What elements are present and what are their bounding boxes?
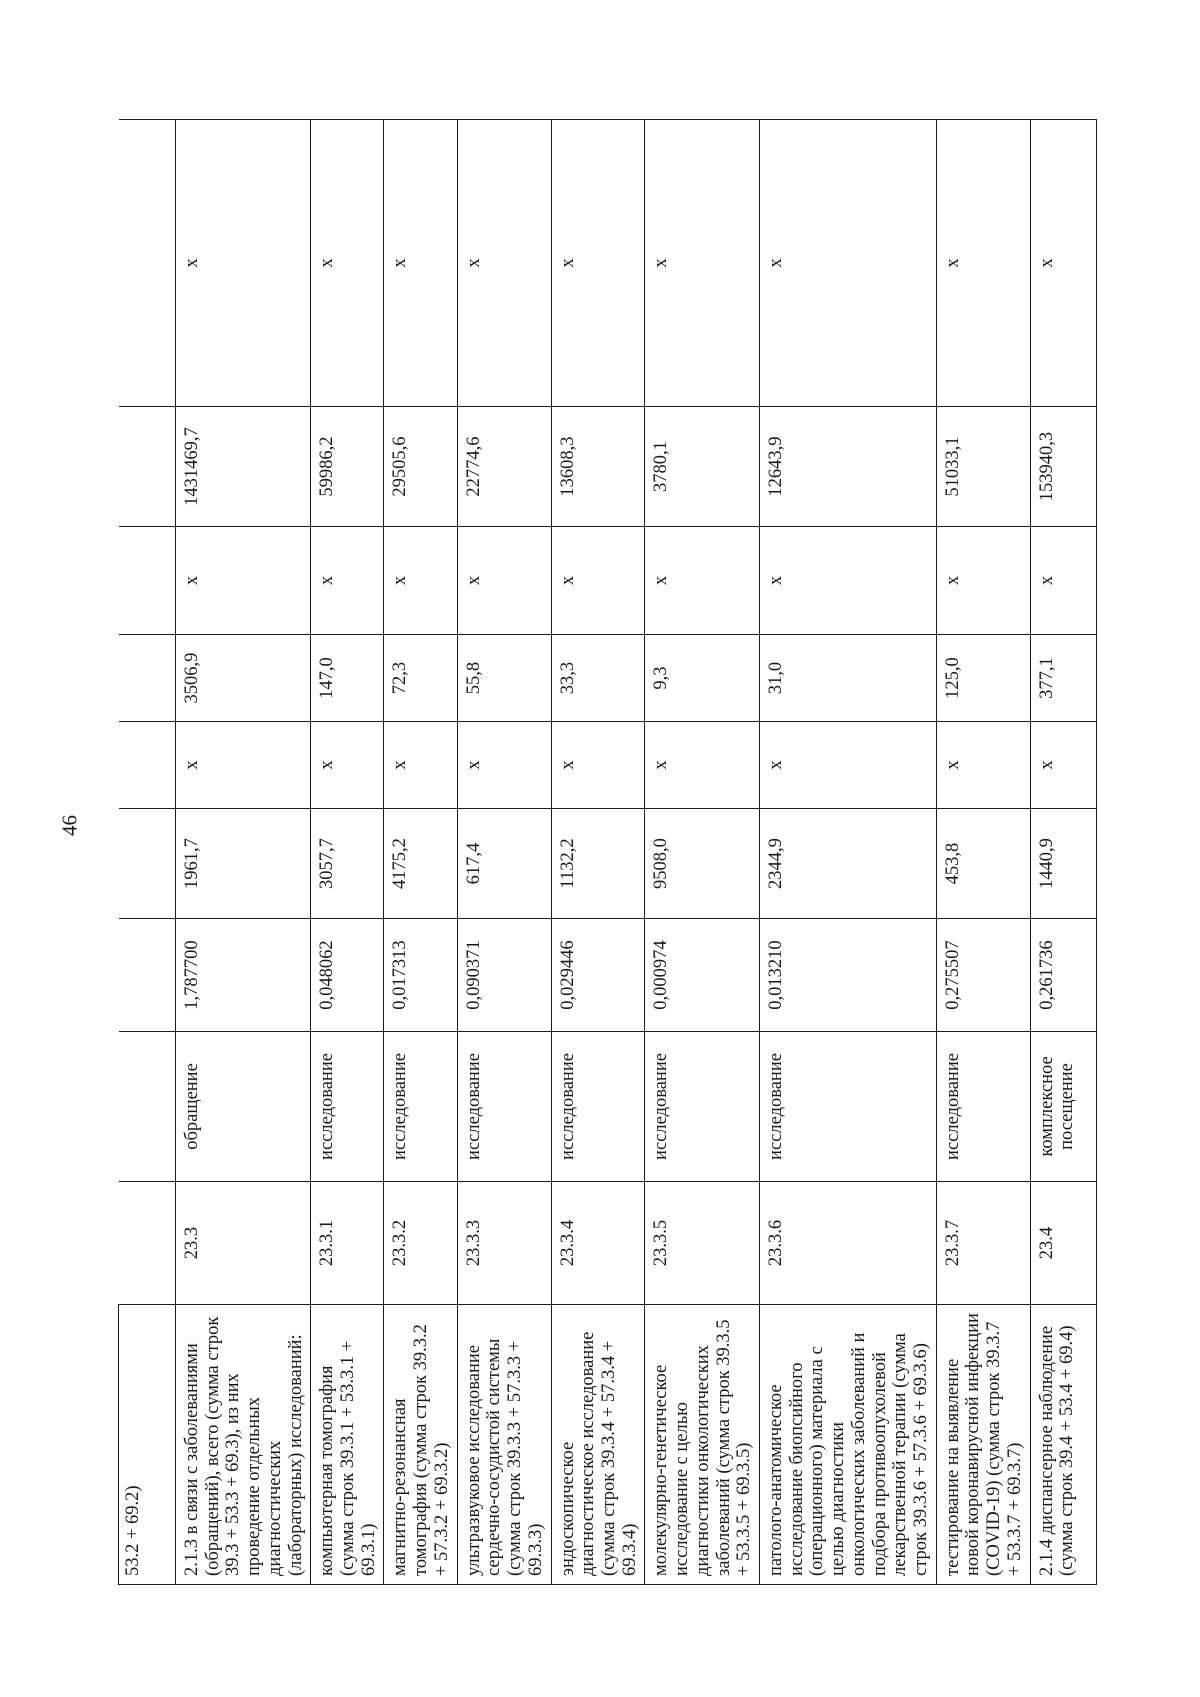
cell-empty bbox=[119, 527, 176, 635]
cell-name: 2.1.3 в связи с заболеваниями (обращений), всего (сумма строк 39.3 + 53.3 + 69.3), из них проведение отдельных диагностических (лабораторных) исследований: bbox=[176, 1305, 311, 1585]
cell-x: х bbox=[936, 120, 1030, 407]
cell-name: 2.1.4 диспансерное наблюдение (сумма строк 39.4 + 53.4 + 69.4) bbox=[1030, 1305, 1096, 1585]
cell-x: х bbox=[551, 527, 645, 635]
table-row bbox=[551, 120, 645, 1585]
cell-x: х bbox=[551, 120, 645, 407]
cell-x: х bbox=[311, 120, 384, 407]
cell-cost: 1132,2 bbox=[551, 809, 645, 919]
cell-x: х bbox=[311, 527, 384, 635]
cell-cost: 3057,7 bbox=[311, 809, 384, 919]
cell-x: х bbox=[645, 527, 760, 635]
cell-norm: 0,000974 bbox=[645, 919, 760, 1032]
cell-name: ультразвуковое исследование сердечно-сосудистой системы (сумма строк 39.3.3 + 57.3.3 + 69.3.3) bbox=[457, 1305, 551, 1585]
cell-value: 29505,6 bbox=[384, 407, 457, 527]
table-row bbox=[645, 120, 760, 1585]
cell-value: 51033,1 bbox=[936, 407, 1030, 527]
table-row bbox=[311, 120, 384, 1585]
cell-x: х bbox=[936, 527, 1030, 635]
cell-code: 23.3.5 bbox=[645, 1182, 760, 1305]
table-row bbox=[1030, 120, 1096, 1585]
cell-norm: 0,017313 bbox=[384, 919, 457, 1032]
cell-unit: исследование bbox=[311, 1032, 384, 1182]
table-row bbox=[176, 120, 311, 1585]
cell-x: х bbox=[176, 722, 311, 809]
cell-value: 13608,3 bbox=[551, 407, 645, 527]
cell-cost: 4175,2 bbox=[384, 809, 457, 919]
cell-norm: 0,275507 bbox=[936, 919, 1030, 1032]
cell-unit: исследование bbox=[759, 1032, 936, 1182]
cell-empty bbox=[119, 809, 176, 919]
cell-value: 33,3 bbox=[551, 635, 645, 722]
data-table bbox=[118, 119, 1097, 1585]
cell-name: компьютерная томография (сумма строк 39.3.1 + 53.3.1 + 69.3.1) bbox=[311, 1305, 384, 1585]
cell-unit: обращение bbox=[176, 1032, 311, 1182]
cell-x: х bbox=[176, 527, 311, 635]
cell-code: 23.3.3 bbox=[457, 1182, 551, 1305]
cell-value: 59986,2 bbox=[311, 407, 384, 527]
cell-x: х bbox=[645, 722, 760, 809]
cell-cost: 2344,9 bbox=[759, 809, 936, 919]
cell-x: х bbox=[759, 120, 936, 407]
cell-unit: исследование bbox=[936, 1032, 1030, 1182]
cell-value: 31,0 bbox=[759, 635, 936, 722]
cell-empty bbox=[119, 1032, 176, 1182]
table-row bbox=[457, 120, 551, 1585]
cell-norm: 0,013210 bbox=[759, 919, 936, 1032]
cell-value: 72,3 bbox=[384, 635, 457, 722]
cell-name: магнитно-резонансная томография (сумма строк 39.3.2 + 57.3.2 + 69.3.2) bbox=[384, 1305, 457, 1585]
cell-code: 23.4 bbox=[1030, 1182, 1096, 1305]
cell-x: х bbox=[384, 120, 457, 407]
cell-value: 3506,9 bbox=[176, 635, 311, 722]
cell-value: 147,0 bbox=[311, 635, 384, 722]
cell-x: х bbox=[1030, 120, 1096, 407]
cell-x: х bbox=[457, 527, 551, 635]
table-row bbox=[759, 120, 936, 1585]
cell-unit: исследование bbox=[551, 1032, 645, 1182]
cell-name: тестирование на выявление новой коронавирусной инфекции (COVID-19) (сумма строк 39.3.7 + 53.3.7 + 69.3.7) bbox=[936, 1305, 1030, 1585]
cell-empty bbox=[119, 919, 176, 1032]
cell-x: х bbox=[1030, 722, 1096, 809]
table-row bbox=[384, 120, 457, 1585]
cell-x: х bbox=[551, 722, 645, 809]
cell-x: х bbox=[457, 120, 551, 407]
cell-norm: 0,048062 bbox=[311, 919, 384, 1032]
cell-code: 23.3.7 bbox=[936, 1182, 1030, 1305]
cell-empty bbox=[119, 120, 176, 407]
cell-x: х bbox=[759, 527, 936, 635]
cell-name: эндоскопическое диагностическое исследование (сумма строк 39.3.4 + 57.3.4 + 69.3.4) bbox=[551, 1305, 645, 1585]
cell-code: 23.3.2 bbox=[384, 1182, 457, 1305]
cell-unit: исследование bbox=[645, 1032, 760, 1182]
cell-code: 23.3.1 bbox=[311, 1182, 384, 1305]
cell-x: х bbox=[645, 120, 760, 407]
cell-value: 12643,9 bbox=[759, 407, 936, 527]
cell-code: 23.3 bbox=[176, 1182, 311, 1305]
cell-norm: 0,090371 bbox=[457, 919, 551, 1032]
cell-x: х bbox=[1030, 527, 1096, 635]
cell-unit: исследование bbox=[384, 1032, 457, 1182]
rotated-table-container bbox=[118, 120, 1078, 1585]
cell-norm: 0,029446 bbox=[551, 919, 645, 1032]
cell-empty bbox=[119, 722, 176, 809]
table-row-continuation bbox=[119, 120, 176, 1585]
cell-name: патолого-анатомическое исследование биопсийного (операционного) материала с целью диагностики онкологических заболеваний и подбора противоопухолевой лекарственной терапии (сумма строк 39.3.6 + 57.3.6 + 69.3.6) bbox=[759, 1305, 936, 1585]
cell-cost: 453,8 bbox=[936, 809, 1030, 919]
cell-x: х bbox=[176, 120, 311, 407]
cell-x: х bbox=[936, 722, 1030, 809]
cell-value: 22774,6 bbox=[457, 407, 551, 527]
cell-norm: 0,261736 bbox=[1030, 919, 1096, 1032]
cell-value: 153940,3 bbox=[1030, 407, 1096, 527]
cell-value: 9,3 bbox=[645, 635, 760, 722]
cell-value: 125,0 bbox=[936, 635, 1030, 722]
cell-x: х bbox=[311, 722, 384, 809]
table-row bbox=[936, 120, 1030, 1585]
cell-value: 3780,1 bbox=[645, 407, 760, 527]
cell-x: х bbox=[759, 722, 936, 809]
cell-x: х bbox=[384, 722, 457, 809]
cell-unit: комплексное посещение bbox=[1030, 1032, 1096, 1182]
cell-value: 55,8 bbox=[457, 635, 551, 722]
cell-name: 53.2 + 69.2) bbox=[119, 1305, 176, 1585]
cell-norm: 1,787700 bbox=[176, 919, 311, 1032]
cell-code: 23.3.6 bbox=[759, 1182, 936, 1305]
cell-cost: 1961,7 bbox=[176, 809, 311, 919]
cell-name: молекулярно-генетическое исследование с целью диагностики онкологических заболеваний (сумма строк 39.3.5 + 53.3.5 + 69.3.5) bbox=[645, 1305, 760, 1585]
cell-value: 377,1 bbox=[1030, 635, 1096, 722]
cell-x: х bbox=[457, 722, 551, 809]
cell-value: 1431469,7 bbox=[176, 407, 311, 527]
cell-cost: 1440,9 bbox=[1030, 809, 1096, 919]
cell-x: х bbox=[384, 527, 457, 635]
cell-unit: исследование bbox=[457, 1032, 551, 1182]
cell-empty bbox=[119, 1182, 176, 1305]
page-number: 46 bbox=[57, 815, 82, 836]
cell-cost: 9508,0 bbox=[645, 809, 760, 919]
cell-cost: 617,4 bbox=[457, 809, 551, 919]
cell-code: 23.3.4 bbox=[551, 1182, 645, 1305]
cell-empty bbox=[119, 635, 176, 722]
cell-empty bbox=[119, 407, 176, 527]
